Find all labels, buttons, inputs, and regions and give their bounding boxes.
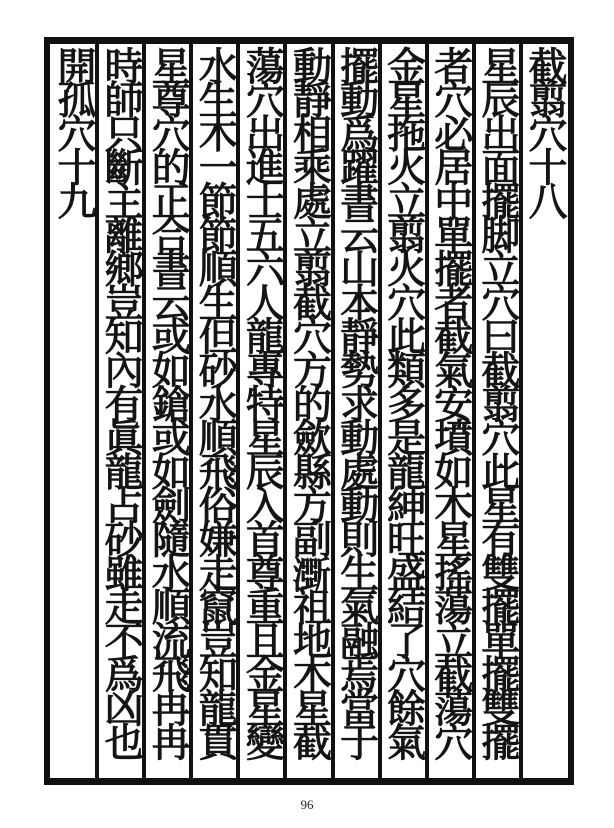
column-text: 者穴必居中單擺者截氣安墳如木星搖蕩立截蕩穴 <box>427 46 474 756</box>
section-heading: 截翦穴十八 <box>521 46 568 216</box>
text-column <box>51 44 98 778</box>
text-column <box>378 44 425 778</box>
section-heading: 開孤穴十九 <box>51 46 98 216</box>
text-column <box>331 44 378 778</box>
column-text: 星辰出面擺脚立穴曰截翦穴此星有雙擺單擺雙擺 <box>474 46 521 756</box>
text-column <box>142 44 192 778</box>
page-number: 96 <box>300 797 314 812</box>
column-text: 星尊穴的正合書云或如鎗或如劍隨水順流飛冉冉 <box>145 46 192 756</box>
text-column <box>283 44 333 778</box>
column-text: 金星拖火立翦火穴此類多是龍紳旺盛結了穴餘氣 <box>380 46 427 756</box>
column-text: 蕩穴出進士五六人龍專特星辰入首尊重且金星變 <box>239 46 286 756</box>
column-text: 水生木一節節順生但砂水順飛俗嫌走竄豈知龍貫 <box>192 46 239 756</box>
text-column <box>95 44 145 778</box>
text-columns <box>52 44 566 778</box>
column-text: 時師只斷主離鄉豈知內有眞龍占砂雖走不爲凶也 <box>98 46 145 756</box>
text-column <box>236 44 286 778</box>
column-text: 擺動爲躍書云山本靜勢求動處動則生氣融焉當于 <box>333 46 380 756</box>
text-column <box>189 44 239 778</box>
text-column <box>425 44 472 778</box>
column-text: 動靜相乘處立翦截穴方的歛縣方副𤂊祖地木星截 <box>286 46 333 756</box>
text-column <box>519 44 566 778</box>
text-column <box>472 44 519 778</box>
